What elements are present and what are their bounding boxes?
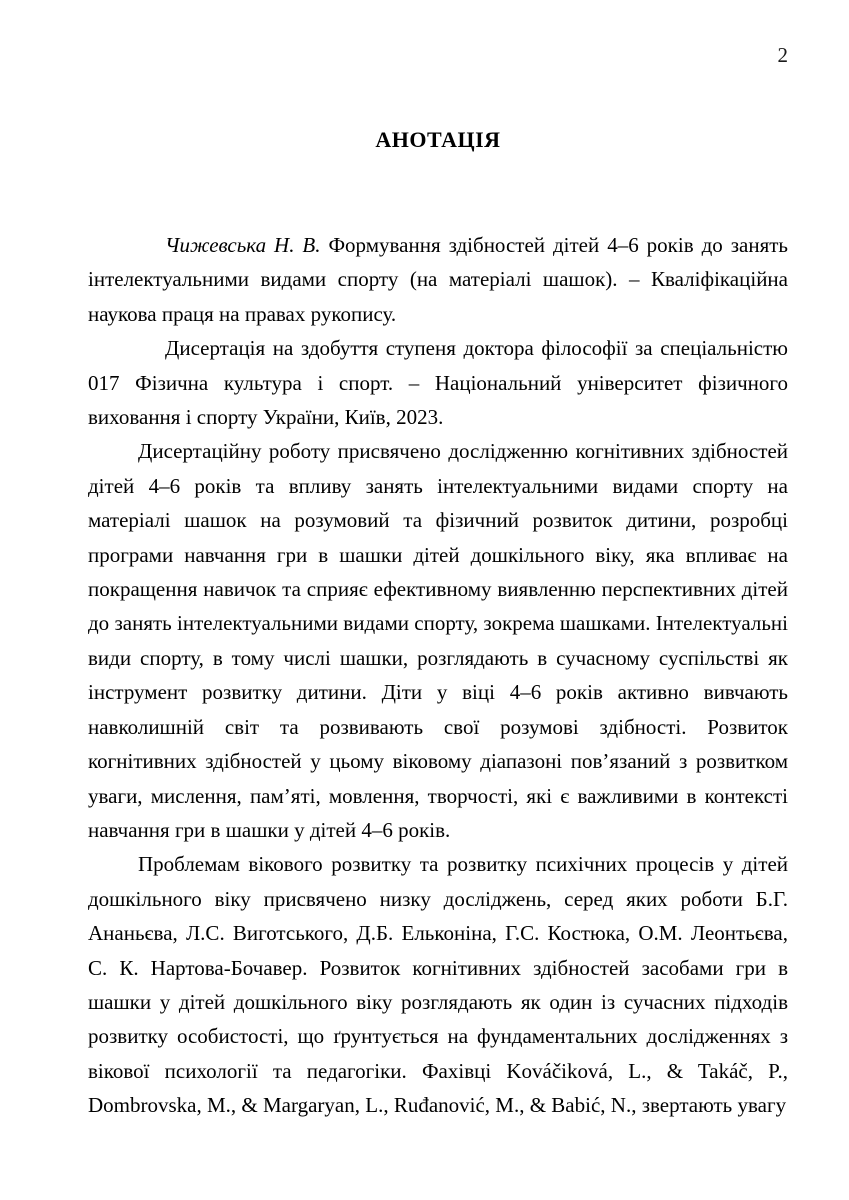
author-name-italic: Чижевська Н. В. bbox=[165, 233, 321, 257]
abstract-paragraph-overview: Дисертаційну роботу присвячено дослідженню когнітивних здібностей дітей 4–6 років та впливу занять інтелектуальними видами спорту на матеріалі шашок на розумовий та фізичний розвиток дитини, розробці програми навчання гри в шашки дітей дошкільного віку, яка впливає на покращення навичок та сприяє ефективному виявленню перспективних дітей до занять інтелектуальними видами спорту, зокрема шашками. Інтелектуальні види спорту, в тому числі шашки, розглядають в сучасному суспільстві як інструмент розвитку дитини. Діти у віці 4–6 років активно вивчають навколишній світ та розвивають свої розумові здібності. Розвиток когнітивних здібностей у цьому віковому діапазоні пов’язаний з розвитком уваги, мислення, пам’яті, мовлення, творчості, які є важливими в контексті навчання гри в шашки у дітей 4–6 років. bbox=[88, 439, 788, 842]
abstract-paragraph-citation bbox=[88, 228, 788, 331]
citation-text: Формування здібностей дітей 4–6 років до занять інтелектуальними видами спорту (на матеріалі шашок). – Кваліфікаційна наукова праця на правах рукопису. bbox=[88, 233, 788, 326]
page-content bbox=[88, 0, 788, 1123]
page-number: 2 bbox=[777, 43, 788, 67]
abstract-body bbox=[88, 228, 788, 1123]
abstract-paragraph-degree: Дисертація на здобуття ступеня доктора філософії за спеціальністю 017 Фізична культура і спорт. – Національний університет фізичного виховання і спорту України, Київ, 2023. bbox=[88, 336, 788, 430]
abstract-paragraph-research: Проблемам вікового розвитку та розвитку психічних процесів у дітей дошкільного віку присвячено низку досліджень, серед яких роботи Б.Г. Ананьєва, Л.С. Виготського, Д.Б. Ельконіна, Г.С. Костюка, О.М. Леонтьєва, С. К. Нартова-Бочавер. Розвиток когнітивних здібностей засобами гри в шашки у дітей дошкільного віку розглядають як один із сучасних підходів розвитку особистості, що ґрунтується на фундаментальних дослідженнях з вікової психології та педагогіки. Фахівці Kováčiková, L., & Takáč, P., Dombrovska, M., & Margaryan, L., Ruđanović, M., & Babić, N., звертають увагу bbox=[88, 852, 788, 1118]
abstract-title: АНОТАЦІЯ bbox=[375, 127, 501, 152]
